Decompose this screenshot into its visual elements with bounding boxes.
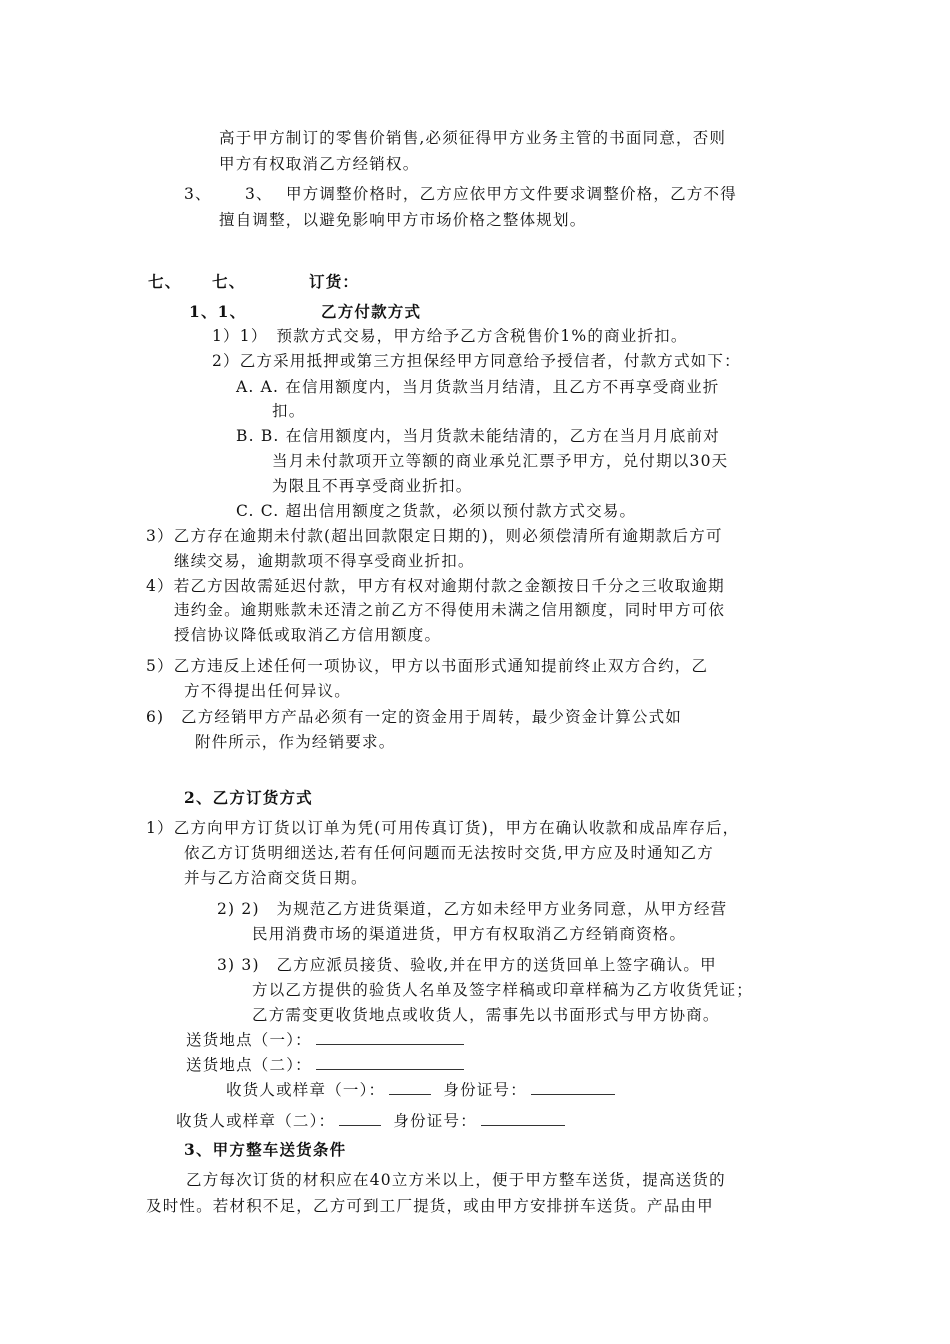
list-item: 当月未付款项开立等额的商业承兑汇票予甲方，兑付期以30天 xyxy=(272,452,729,470)
list-item: 方以乙方提供的验货人名单及签字样稿或印章样稿为乙方收货凭证； xyxy=(252,981,754,999)
list-item: 并与乙方洽商交货日期。 xyxy=(184,869,368,887)
field-label: 收货人或样章（二）： xyxy=(176,1112,336,1130)
list-item: A. A. 在信用额度内，当月货款当月结清，且乙方不再享受商业折 xyxy=(236,378,720,396)
pricing-text-line: 甲方调整价格时，乙方应依甲方文件要求调整价格，乙方不得 xyxy=(286,185,737,203)
list-item: C. C. 超出信用额度之货款，必须以预付款方式交易。 xyxy=(236,502,637,520)
blank-line xyxy=(339,1111,381,1126)
list-item: 附件所示，作为经销要求。 xyxy=(195,733,396,751)
field-label: 身份证号： xyxy=(443,1081,527,1099)
item-number: 3、 xyxy=(184,185,212,203)
field-label: 身份证号： xyxy=(393,1112,477,1130)
receiver-1 xyxy=(226,1080,615,1100)
field-label: 送货地点（一）： xyxy=(186,1031,312,1049)
section-title: 订货： xyxy=(309,272,360,291)
blank-line xyxy=(481,1111,565,1126)
receiver-2 xyxy=(176,1111,565,1131)
blank-line xyxy=(389,1080,431,1095)
list-item: 民用消费市场的渠道进货，甲方有权取消乙方经销商资格。 xyxy=(252,925,687,943)
list-item: 1）1） 预款方式交易，甲方给予乙方含税售价1%的商业折扣。 xyxy=(212,327,688,345)
pricing-text-line: 擅自调整，以避免影响甲方市场价格之整体规划。 xyxy=(219,211,587,229)
list-item: 违约金。逾期账款未还清之前乙方不得使用未满之信用额度，同时甲方可依 xyxy=(174,601,726,619)
field-label: 收货人或样章（一）： xyxy=(226,1081,386,1099)
section-number: 七、 xyxy=(212,272,246,291)
list-item: 继续交易，逾期款项不得享受商业折扣。 xyxy=(174,552,475,570)
field-label: 送货地点（二）： xyxy=(186,1056,312,1074)
list-item: 3) 3) 乙方应派员接货、验收,并在甲方的送货回单上签字确认。甲 xyxy=(217,956,717,974)
paragraph-line: 及时性。若材积不足，乙方可到工厂提货，或由甲方安排拼车送货。产品由甲 xyxy=(146,1197,714,1215)
list-item: 依乙方订货明细送达,若有任何问题而无法按时交货,甲方应及时通知乙方 xyxy=(184,844,714,862)
blank-line xyxy=(316,1030,464,1045)
list-item: 为限且不再享受商业折扣。 xyxy=(272,477,473,495)
list-item: 6) 乙方经销甲方产品必须有一定的资金用于周转，最少资金计算公式如 xyxy=(146,708,683,726)
list-item: 乙方需变更收货地点或收货人，需事先以书面形式与甲方协商。 xyxy=(252,1006,720,1024)
list-item: 4）若乙方因故需延迟付款，甲方有权对逾期付款之金额按日千分之三收取逾期 xyxy=(146,577,725,595)
subsection-title: 乙方付款方式 xyxy=(321,302,422,321)
list-item: B. B. 在信用额度内，当月货款未能结清的，乙方在当月月底前对 xyxy=(236,427,720,445)
list-item: 扣。 xyxy=(272,402,306,420)
list-item: 2) 2) 为规范乙方进货渠道，乙方如未经甲方业务同意，从甲方经营 xyxy=(217,900,728,918)
subsection-title: 2、乙方订货方式 xyxy=(184,788,313,807)
delivery-address-2 xyxy=(186,1055,464,1075)
list-item: 1）乙方向甲方订货以订单为凭(可用传真订货)，甲方在确认收款和成品库存后， xyxy=(146,819,740,837)
subsection-number: 1、1、 xyxy=(189,302,247,321)
list-item: 方不得提出任何异议。 xyxy=(184,682,352,700)
list-item: 3）乙方存在逾期未付款(超出回款限定日期的)，则必须偿清所有逾期款后方可 xyxy=(146,527,723,545)
blank-line xyxy=(531,1080,615,1095)
paragraph-line: 乙方每次订货的材积应在40立方米以上，便于甲方整车送货，提高送货的 xyxy=(186,1171,726,1189)
section-number: 七、 xyxy=(148,272,182,291)
subsection-title: 3、甲方整车送货条件 xyxy=(184,1140,347,1159)
list-item: 5）乙方违反上述任何一项协议，甲方以书面形式通知提前终止双方合约，乙 xyxy=(146,657,709,675)
item-number: 3、 xyxy=(245,185,273,203)
delivery-address-1 xyxy=(186,1030,464,1050)
list-item: 授信协议降低或取消乙方信用额度。 xyxy=(174,626,442,644)
pricing-text-line: 甲方有权取消乙方经销权。 xyxy=(219,155,420,173)
pricing-text-line: 高于甲方制订的零售价销售,必须征得甲方业务主管的书面同意，否则 xyxy=(219,129,727,147)
blank-line xyxy=(316,1055,464,1070)
list-item: 2）乙方采用抵押或第三方担保经甲方同意给予授信者，付款方式如下： xyxy=(212,352,741,370)
